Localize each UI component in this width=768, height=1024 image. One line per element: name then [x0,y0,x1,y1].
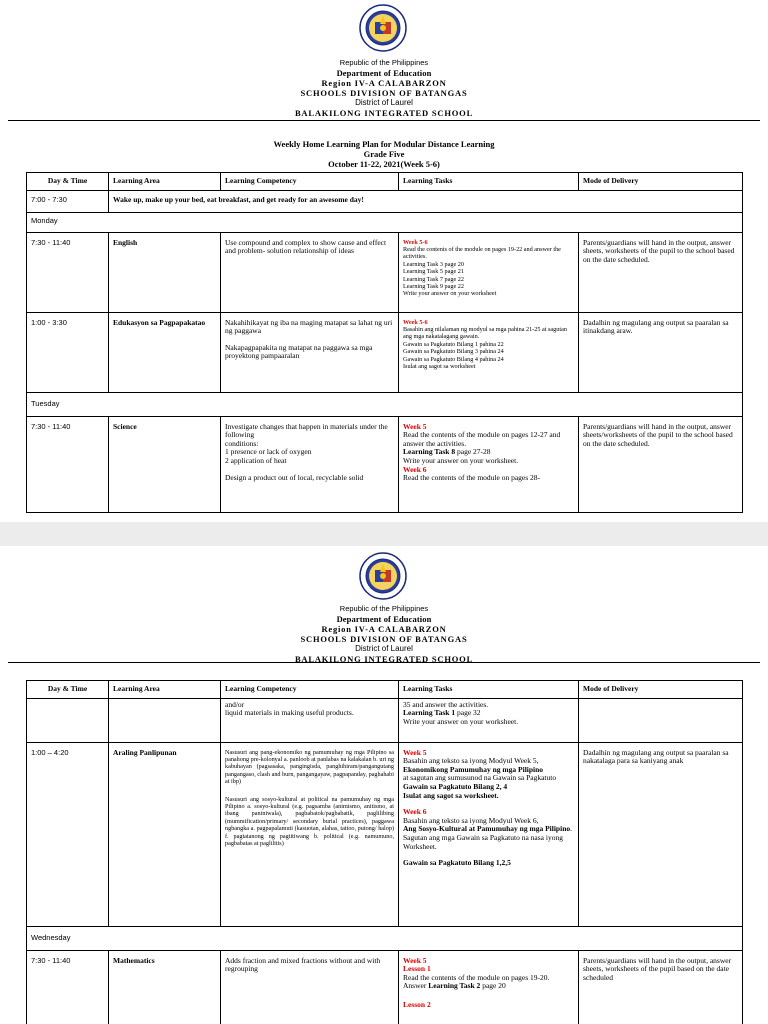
table-row [27,232,743,312]
header-division: SCHOOLS DIVISION OF BATANGAS [300,88,468,98]
header-divider [8,662,760,663]
table-row [27,698,743,742]
table-row [27,312,743,392]
header-region: Region IV-A CALABARZON [321,78,447,88]
time-cell: 7:00 - 7:30 [27,190,109,212]
tasks-cell [399,312,579,392]
column-header-day-time: Day & Time [27,681,109,699]
task-line [403,982,574,991]
learning-task-pages: page 32 [455,708,481,718]
learning-area-cell [109,698,221,742]
learning-task-label: Learning Task 1 [403,708,456,718]
plan-dates: October 11-22, 2021(Week 5-6) [328,159,440,169]
mode-of-delivery-cell: Parents/guardians will hand in the output, answer sheets/worksheets of the pupil to the school based on the date scheduled. [579,416,743,512]
tasks-cell [399,950,579,1024]
competency-line: Nakapagpapakita ng matapat na paggawa sa mga proyektong pampaaralan [225,342,373,361]
competency-line: Investigate changes that happen in materials under the following [225,421,388,440]
task-line: 35 and answer the activities. [403,699,489,709]
task-line: Isulat ang sagot sa worksheet [403,363,476,371]
header-district: District of Laurel [355,644,413,653]
task-line: Gawain sa Pagkatuto Bilang 1 pahina 22 [403,340,504,348]
tasks-cell [399,698,579,742]
competency-line: 1 presence or lack of oxygen [225,447,312,457]
table-header-row [27,681,743,699]
column-header-learning-tasks: Learning Tasks [399,173,579,191]
learning-area-cell: English [109,232,221,312]
header-republic: Republic of the Philippines [339,604,429,613]
deped-seal-logo [359,552,407,600]
task-line: Gawain sa Pagkatuto Bilang 3 pahina 24 [403,348,504,356]
task-line: Write your answer on your worksheet. [403,455,519,465]
page-1-header [0,58,768,118]
tasks-cell [399,232,579,312]
competency-line: conditions: [225,438,259,448]
task-text: . Sagutan ang mga Gawain sa Pagkatuto na nasa iyong Worksheet. [403,824,572,851]
learning-task-label: Learning Task 2 [428,981,481,991]
week-label: Week 6 [403,464,427,474]
header-department: Department of Education [336,68,432,78]
page-separator [0,522,768,546]
learning-area-cell: Mathematics [109,950,221,1024]
table-row [27,190,743,212]
table-row [27,416,743,512]
page-2-header [0,604,768,664]
mode-of-delivery-cell: Parents/guardians will hand in the output, answer sheets, worksheets of the pupil to the school based on the date scheduled. [579,232,743,312]
document-page-2 [0,546,768,1024]
day-label-wednesday: Wednesday [27,926,743,950]
tasks-cell [399,416,579,512]
task-line: Gawain sa Pagkatuto Bilang 2, 4 [403,781,508,791]
learning-plan-table-page-2 [26,680,743,1024]
day-label-tuesday: Tuesday [27,392,743,416]
header-department: Department of Education [336,614,432,624]
competency-cell [221,698,399,742]
task-line: Basahin ang teksto sa iyong Modyul Week 5, [403,756,539,766]
task-line: at sagutan ang sumusunod na Gawain sa Pagkatuto [403,773,557,783]
day-row [27,392,743,416]
header-divider [8,120,760,121]
header-region: Region IV-A CALABARZON [321,624,447,634]
task-line: Ekonomikong Pamumuhay ng mga Pilipino [403,764,544,774]
learning-area-cell: Edukasyon sa Pagpapakatao [109,312,221,392]
morning-routine-cell: Wake up, make up your bed, eat breakfast, and get ready for an awesome day! [109,190,743,212]
column-header-learning-competency: Learning Competency [221,173,399,191]
competency-paragraph: Nasusuri ang sosyo-kultural at political na pamumuhay ng mga Pilipino a. sosyo-kultural (e.g. pagsamba (animismo, anitismo, at ibang paniniwala), pagbabatok/pagbabatik, paglilibing (mummification/primary/ secondary burial practices), paggawa ngbangka a. pagpapalamuti (kasuotan, alahas, tattoo, putong/ halop) f. pagtatanong ng pagtitiwang b. political (e.g. namumuno, pagbabatas at paglilitis) [225,795,394,848]
competency-cell: Adds fraction and mixed fractions without and with regrouping [221,950,399,1024]
time-cell: 7:30 - 11:40 [27,232,109,312]
table-row [27,950,743,1024]
learning-task-pages: page 27-28 [455,447,491,457]
task-line: Read the contents of the module on pages 19-20. [403,972,550,982]
header-district: District of Laurel [355,98,413,107]
column-header-mode-of-delivery: Mode of Delivery [579,173,743,191]
day-row [27,926,743,950]
day-row [27,212,743,232]
week-label: Week 5 [403,747,427,757]
learning-task-label: Learning Task 8 [403,447,456,457]
day-label-monday: Monday [27,212,743,232]
time-cell: 1:00 - 3:30 [27,312,109,392]
module-title: Ang Sosyo-Kultural at Pamumuhay ng mga Pilipino [403,824,571,834]
table-row [27,742,743,926]
plan-title: Weekly Home Learning Plan for Modular Distance Learning [273,139,495,149]
task-line: Learning Task 3 page 20 [403,260,464,268]
competency-cell [221,416,399,512]
lesson-label: Lesson 2 [403,999,431,1009]
competency-line: Design a product out of local, recyclable solid [225,472,364,482]
task-line: Write your answer on your worksheet [403,290,497,298]
header-school: BALAKILONG INTEGRATED SCHOOL [294,654,474,664]
learning-area-cell: Araling Panlipunan [109,742,221,926]
header-school: BALAKILONG INTEGRATED SCHOOL [294,108,474,118]
lesson-label: Lesson 1 [403,964,431,974]
time-cell: 7:30 - 11:40 [27,416,109,512]
week-label: Week 5 [403,421,427,431]
task-line: Gawain sa Pagkatuto Bilang 1,2,5 [403,858,511,868]
mode-of-delivery-cell [579,698,743,742]
competency-cell: Use compound and complex to show cause and effect and problem- solution relationship of ideas [221,232,399,312]
week-label: Week 5-6 [403,238,428,246]
competency-line: 2 application of heat [225,455,287,465]
plan-grade: Grade Five [363,149,405,159]
column-header-mode-of-delivery: Mode of Delivery [579,681,743,699]
learning-task-pages: page 20 [480,981,506,991]
mode-of-delivery-cell: Parents/guardians will hand in the output, answer sheets, worksheets of the pupil based on the date scheduled [579,950,743,1024]
learning-plan-table-page-1 [26,172,743,513]
task-line: Basahin ang nilalaman ng modyul sa mga pahina 21-25 at sagutan ang mga nakatalagang gawain. [403,326,567,341]
week-label: Week 5 [403,955,427,965]
competency-paragraph: Nasusuri ang pang-ekonomiko ng pamumuhay ng mga Pilipino sa panahong pre-kolonyal a. panloob at panlabas na kalakalan b. uri ng kabuhayan (pagsasaka, pangingisda, panghihiram/pangangutang pangangaso, clash and burn, pangangayaw, pagpapanday, paghahabi at ibp) [225,748,394,786]
mode-of-delivery-cell: Dadalhin ng magulang ang output sa paaralan sa itinakdang araw. [579,312,743,392]
time-cell: 1:00 – 4:20 [27,742,109,926]
task-line: Learning Task 5 page 21 [403,268,464,276]
task-line: Read the contents of the module on pages 19-22 and answer the activities. [403,246,561,261]
table-header-row [27,173,743,191]
time-cell [27,698,109,742]
competency-line: Nakahihikayat ng iba na maging matapat sa lahat ng uri ng paggawa [225,317,393,336]
competency-line: liquid materials in making useful products. [225,708,354,718]
task-line: Gawain sa Pagkatuto Bilang 4 pahina 24 [403,355,504,363]
learning-area-cell: Science [109,416,221,512]
task-line [403,825,574,851]
week-label: Week 6 [403,807,427,817]
column-header-learning-tasks: Learning Tasks [399,681,579,699]
mode-of-delivery-cell: Dadalhin ng magulang ang output sa paaralan sa nakatalaga para sa kaniyang anak [579,742,743,926]
column-header-learning-competency: Learning Competency [221,681,399,699]
task-line: Read the contents of the module on pages 12-27 and answer the activities. [403,430,561,448]
competency-cell [221,742,399,926]
competency-line: and/or [225,699,245,709]
plan-title-block [0,139,768,169]
time-cell: 7:30 - 11:40 [27,950,109,1024]
task-text: Answer [403,981,429,991]
column-header-day-time: Day & Time [27,173,109,191]
task-line: Learning Task 7 page 22 [403,275,464,283]
competency-cell [221,312,399,392]
deped-seal-logo [359,4,407,52]
tasks-cell [399,742,579,926]
task-line: Basahin ang teksto sa iyong Modyul Week 6, [403,815,539,825]
column-header-learning-area: Learning Area [109,173,221,191]
header-republic: Republic of the Philippines [339,58,429,67]
task-line: Learning Task 9 page 22 [403,283,464,291]
task-line: Write your answer on your worksheet. [403,716,519,726]
task-line: Read the contents of the module on pages 28- [403,473,541,483]
week-label: Week 5-6 [403,318,428,326]
column-header-learning-area: Learning Area [109,681,221,699]
header-division: SCHOOLS DIVISION OF BATANGAS [300,634,468,644]
task-line: Isulat ang sagot sa worksheet. [403,790,499,800]
